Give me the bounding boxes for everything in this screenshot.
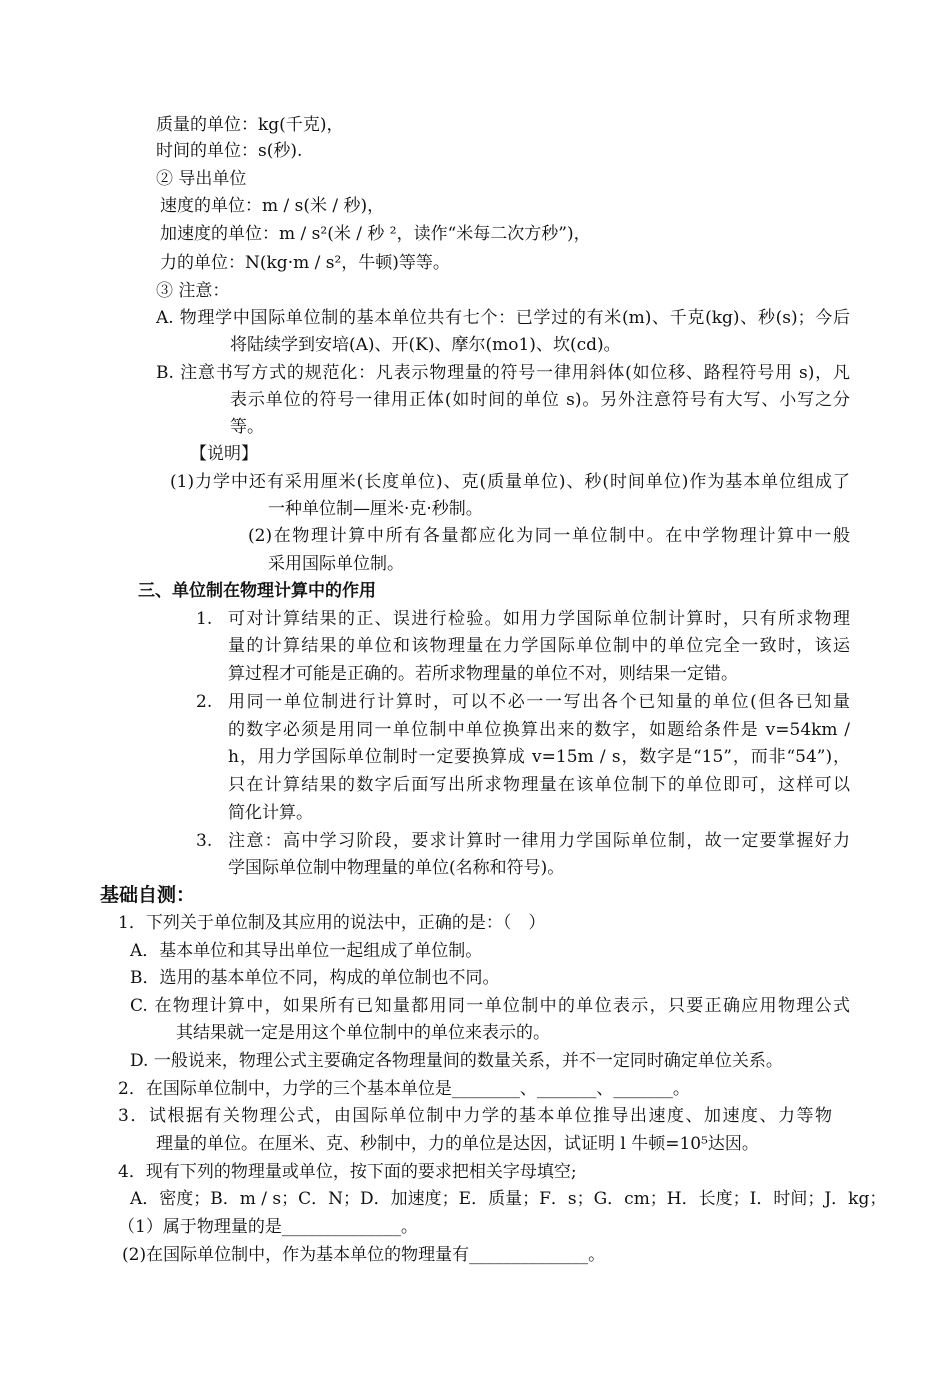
question-4: 4．现有下列的物理量或单位，按下面的要求把相关字母填空; <box>118 1162 577 1182</box>
item-2-line-3: h，用力学国际单位制时一定要换算成 v=15m / s，数字是“15”，而非“54”)， <box>228 747 850 767</box>
question-1-option-a: A．基本单位和其导出单位一起组成了单位制。 <box>130 941 483 961</box>
item-1-line-1: 可对计算结果的正、误进行检验。如用力学国际单位制计算时，只有所求物理 <box>228 609 850 629</box>
question-1-option-d: D. 一般说来，物理公式主要确定各物理量间的数量关系，并不一定同时确定单位关系。 <box>130 1051 783 1071</box>
question-4-part-2: (2)在国际单位制中，作为基本单位的物理量有______________。 <box>122 1245 606 1265</box>
question-1: 1．下列关于单位制及其应用的说法中，正确的是：（ ） <box>118 913 546 933</box>
mass-unit-line: 质量的单位：kg(千克)， <box>156 115 344 135</box>
item-1-line-2: 量的计算结果的单位和该物理量在力学国际单位制中的单位完全一致时，该运 <box>228 636 850 656</box>
explain-1-line-2: 一种单位制—厘米·克·秒制。 <box>268 499 483 519</box>
item-2-line-4: 只在计算结果的数字后面写出所求物理量在该单位制下的单位即可，这样可以 <box>228 775 850 795</box>
item-2-line-2: 的数字必须是用同一单位制中单位换算出来的数字，如题给条件是 v=54km / <box>228 720 850 740</box>
item-3-line-2: 学国际单位制中物理量的单位(名称和符号)。 <box>228 858 565 878</box>
note-a-line-1: A. 物理学中国际单位制的基本单位共有七个：已学过的有米(m)、千克(kg)、秒(s)；今后 <box>156 308 850 328</box>
note-b-line-3: 等。 <box>230 417 264 437</box>
item-3-line-1: 注意：高中学习阶段，要求计算时一律用力学国际单位制，故一定要掌握好力 <box>228 831 850 851</box>
note-heading: ③ 注意： <box>156 281 230 301</box>
question-2: 2．在国际单位制中，力学的三个基本单位是________、_______、_______。 <box>118 1079 690 1099</box>
question-4-part-1: （1）属于物理量的是______________。 <box>118 1217 418 1237</box>
question-3-line-2: 理量的单位。在厘米、克、秒制中，力的单位是达因，试证明 l 牛顿=10⁵达因。 <box>156 1134 759 1154</box>
derived-units-heading: ② 导出单位 <box>156 169 247 189</box>
question-4-options: A．密度；B．m / s；C．N；D．加速度；E．质量；F．s；G．cm；H．长度；I．时间；J．kg； <box>130 1189 887 1209</box>
explain-2-line-2: 采用国际单位制。 <box>268 554 404 574</box>
explain-2-line-1: (2)在物理计算中所有各量都应化为同一单位制中。在中学物理计算中一般 <box>248 526 850 546</box>
explain-heading: 【说明】 <box>190 444 258 464</box>
item-2-number: 2. <box>196 692 213 712</box>
acceleration-unit-line: 加速度的单位：m / s²(米 / 秒 ²，读作“米每二次方秒”)， <box>160 224 591 244</box>
question-1-option-b: B．选用的基本单位不同，构成的单位制也不同。 <box>130 968 500 988</box>
time-unit-line: 时间的单位：s(秒). <box>156 141 303 161</box>
item-1-number: 1. <box>196 609 213 629</box>
item-2-line-5: 简化计算。 <box>228 803 313 823</box>
question-1-option-c-line-2: 其结果就一定是用这个单位制中的单位来表示的。 <box>176 1023 550 1043</box>
question-3-line-1: 3．试根据有关物理公式，由国际单位制中力学的基本单位推导出速度、加速度、力等物 <box>118 1106 832 1126</box>
item-1-line-3: 算过程才可能是正确的。若所求物理量的单位不对，则结果一定错。 <box>228 664 738 684</box>
velocity-unit-line: 速度的单位：m / s(米 / 秒)， <box>160 196 385 216</box>
explain-1-line-1: (1)力学中还有采用厘米(长度单位)、克(质量单位)、秒(时间单位)作为基本单位组成了 <box>170 472 850 492</box>
note-b-line-2: 表示单位的符号一律用正体(如时间的单位 s)。另外注意符号有大写、小写之分 <box>230 390 850 410</box>
item-3-number: 3. <box>196 831 213 851</box>
note-b-line-1: B. 注意书写方式的规范化：凡表示物理量的符号一律用斜体(如位移、路程符号用 s)，凡 <box>156 363 850 383</box>
self-test-title: 基础自测： <box>100 884 196 906</box>
question-1-option-c-line-1: C. 在物理计算中，如果所有已知量都用同一单位制中的单位表示，只要正确应用物理公式 <box>130 996 850 1016</box>
force-unit-line: 力的单位：N(kg·m / s²，牛顿)等等。 <box>160 253 450 273</box>
note-a-line-2: 将陆续学到安培(A)、开(K)、摩尔(mo1)、坎(cd)。 <box>230 335 621 355</box>
section-three-title: 三、单位制在物理计算中的作用 <box>138 581 376 601</box>
item-2-line-1: 用同一单位制进行计算时，可以不必一一写出各个已知量的单位(但各已知量 <box>228 692 850 712</box>
